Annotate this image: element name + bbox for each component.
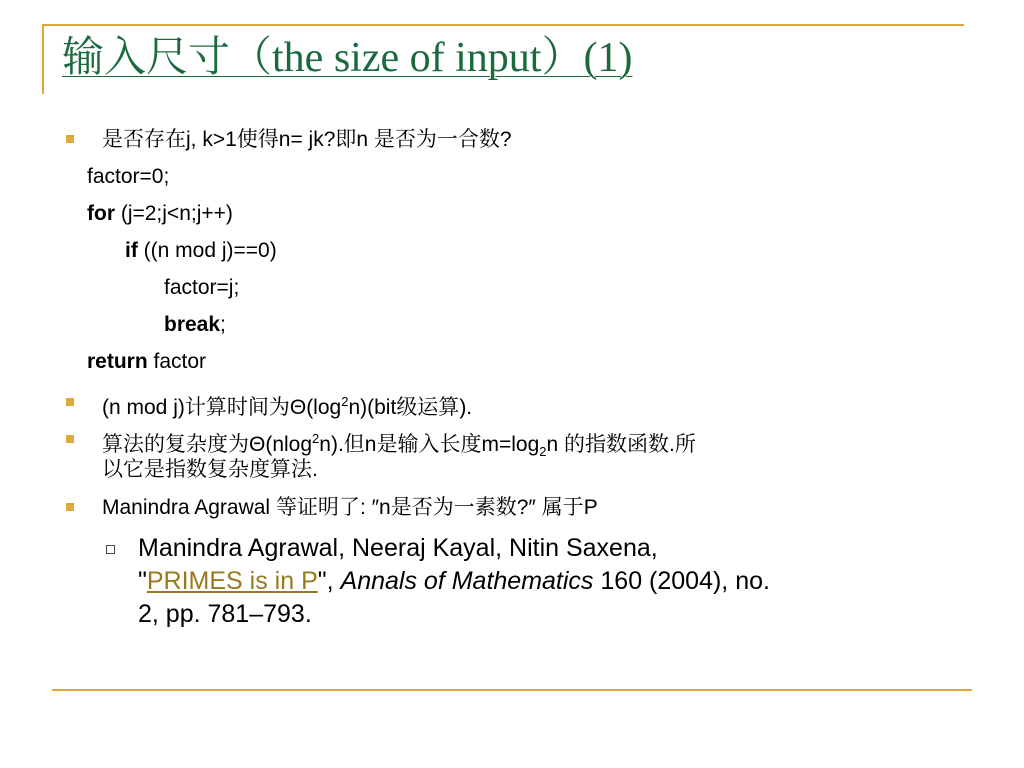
journal-name: Annals of Mathematics xyxy=(340,567,594,595)
text: . xyxy=(669,433,675,456)
text: . xyxy=(312,458,318,481)
bullet-marker xyxy=(66,135,74,143)
keyword-return: return xyxy=(87,350,148,373)
text: ? xyxy=(499,128,512,151)
text: m=log xyxy=(481,433,540,456)
code-line-return xyxy=(87,349,206,375)
code-line-if xyxy=(125,238,277,264)
text: ", xyxy=(317,567,341,595)
code-line-break xyxy=(164,312,226,338)
text: (j=2;j<n;j++) xyxy=(115,202,233,225)
reference-title-line xyxy=(138,565,938,598)
text: 计算时间为 xyxy=(184,395,290,419)
reference-authors: Manindra Agrawal, Neeraj Kayal, Nitin Saxena, xyxy=(138,534,658,562)
text: ; xyxy=(220,313,226,336)
text: ). xyxy=(459,396,473,419)
text: P xyxy=(583,496,598,519)
subscript: 2 xyxy=(539,444,547,460)
text: 所 xyxy=(674,432,696,456)
text: n= jk? xyxy=(278,128,336,151)
bullet-complexity-line2 xyxy=(102,456,318,483)
text: n). xyxy=(319,433,344,456)
sub-bullet-marker xyxy=(106,545,115,554)
slide-title xyxy=(62,34,632,81)
text: Θ(nlog xyxy=(249,433,313,456)
bullet-agrawal-proof xyxy=(102,494,598,521)
text: factor xyxy=(147,350,207,373)
text: 是否存在 xyxy=(102,127,186,151)
text: n)(bit xyxy=(348,396,397,419)
text: 属于 xyxy=(541,495,584,519)
bullet-marker xyxy=(66,503,74,511)
text: 是否为一合数 xyxy=(373,127,500,151)
text: j, k>1 xyxy=(186,128,237,151)
text: n xyxy=(546,433,564,456)
bottom-divider xyxy=(52,689,972,691)
text: 是输入长度 xyxy=(376,432,482,456)
text: 等证明了 xyxy=(275,495,360,519)
text: " xyxy=(138,567,147,595)
text: 以它是指数复杂度算法 xyxy=(102,457,312,481)
text: : ″n xyxy=(359,496,391,519)
superscript: 2 xyxy=(341,394,349,409)
keyword-for: for xyxy=(87,202,115,225)
text: 使得 xyxy=(236,127,279,151)
top-divider xyxy=(42,24,964,26)
superscript: 2 xyxy=(312,431,320,446)
text: n xyxy=(364,433,377,456)
code-line-for xyxy=(87,201,233,227)
bullet-marker xyxy=(66,435,74,443)
code-line-init: factor=0; xyxy=(87,165,170,188)
primes-link[interactable]: PRIMES is in P xyxy=(146,567,318,595)
keyword-break: break xyxy=(164,313,221,336)
text: 160 (2004), no. xyxy=(593,567,770,595)
text: (n mod j) xyxy=(102,396,185,419)
title-close: ）(1) xyxy=(541,35,633,81)
left-divider xyxy=(42,24,44,94)
text: n xyxy=(356,128,374,151)
text: Θ(log xyxy=(289,396,342,419)
text: Manindra Agrawal xyxy=(102,496,276,519)
title-en: the size of input xyxy=(272,35,542,81)
text: 是否为一素数 xyxy=(390,495,517,519)
title-cn: 输入尺寸（ xyxy=(62,32,273,81)
text: ((n mod j)==0) xyxy=(137,239,277,262)
bullet-mod-time xyxy=(102,389,472,421)
keyword-if: if xyxy=(125,239,138,262)
text: 但 xyxy=(343,432,365,456)
text: 算法的复杂度为 xyxy=(102,432,249,456)
text: 的指数函数 xyxy=(564,432,669,456)
bullet-marker xyxy=(66,398,74,406)
text: 级运算 xyxy=(396,395,460,419)
reference-pages: 2, pp. 781–793. xyxy=(138,600,312,628)
code-line-assign: factor=j; xyxy=(164,276,240,299)
reference-citation xyxy=(138,532,938,631)
text: 即 xyxy=(335,127,357,151)
bullet-composite-question xyxy=(102,126,512,153)
text: ?″ xyxy=(516,496,542,519)
